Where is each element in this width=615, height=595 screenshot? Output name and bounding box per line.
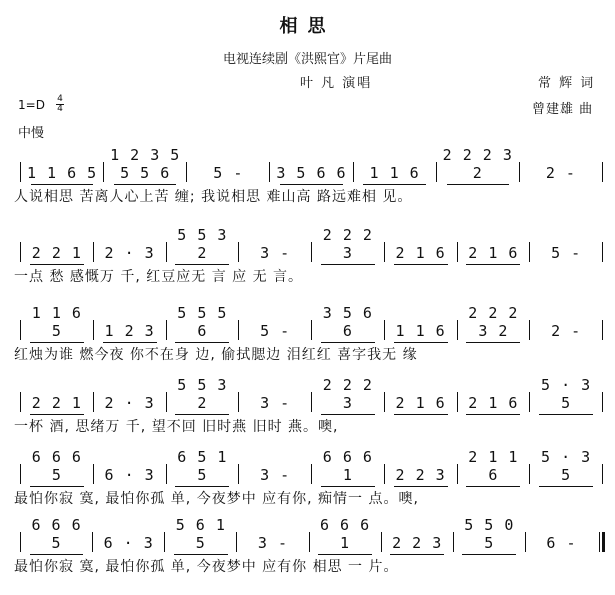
beam-underline: [394, 486, 448, 487]
barline: [164, 532, 165, 552]
measure: 6 6 6 1: [312, 516, 379, 552]
measure: 6 · 3: [103, 534, 154, 552]
beam-underline: [394, 342, 448, 343]
barline: [519, 162, 520, 182]
barline: [20, 242, 21, 262]
beam-underline: [318, 554, 372, 555]
barline: [529, 464, 530, 484]
lyricist-credit: 常 辉 词: [538, 76, 596, 91]
beam-underline: [466, 264, 520, 265]
beam-underline: [539, 486, 593, 487]
beam-underline: [394, 414, 448, 415]
beam-underline: [321, 414, 375, 415]
barline: [238, 392, 239, 412]
barline: [103, 162, 104, 182]
measure: 2 2 2 3 2: [439, 146, 517, 182]
beam-underline: [280, 184, 343, 185]
barline: [166, 242, 167, 262]
barline: [453, 532, 454, 552]
measure: 3 5 6 6: [314, 304, 382, 340]
notation-row: [18, 376, 605, 412]
beam-underline: [321, 264, 375, 265]
barline: [269, 162, 270, 182]
barline: [529, 242, 530, 262]
barline: [93, 392, 94, 412]
barline: [457, 464, 458, 484]
barline: [236, 532, 237, 552]
beam-underline: [30, 414, 84, 415]
barline: [20, 532, 21, 552]
barline: [93, 320, 94, 340]
measure: 1 1 6: [387, 322, 455, 340]
measure: 2 1 6: [387, 394, 455, 412]
barline: [20, 162, 21, 182]
measure: 2 1 6: [387, 244, 455, 262]
score-line: [0, 304, 615, 368]
time-signature-bottom: 4: [57, 104, 63, 114]
barline: [457, 392, 458, 412]
beam-underline: [462, 554, 516, 555]
measure: 3 -: [257, 534, 288, 552]
lyrics-line: 红烛为谁 燃今夜 你不在身 边, 偷拭腮边 泪红红 喜字我无 缘: [14, 347, 418, 363]
measure: 1 1 6: [356, 164, 434, 182]
measure: 5 · 3 5: [532, 448, 600, 484]
barline: [311, 242, 312, 262]
measure: 6 6 6 1: [314, 448, 382, 484]
measure: 2 2 2 3 2: [460, 304, 528, 340]
beam-underline: [394, 264, 448, 265]
beam-underline: [30, 554, 84, 555]
barline: [20, 464, 21, 484]
beam-underline: [321, 342, 375, 343]
barline: [529, 320, 530, 340]
time-signature-top: 4: [57, 94, 63, 104]
lyrics-line: 一杯 酒, 思绪万 千, 望不回 旧时燕 旧时 燕。噢,: [14, 419, 339, 435]
final-barline: [595, 532, 605, 552]
barline: [311, 392, 312, 412]
final-barline-thick: [602, 532, 605, 552]
measure: 6 · 3: [104, 466, 155, 484]
beam-underline: [466, 342, 520, 343]
barline: [529, 392, 530, 412]
beam-underline: [175, 342, 229, 343]
barline: [238, 320, 239, 340]
measure: 5 -: [260, 322, 291, 340]
lyrics-line: 最怕你寂 寞, 最怕你孤 单, 今夜梦中 应有你, 痴情一 点。噢,: [14, 491, 419, 507]
barline: [602, 320, 603, 340]
barline: [311, 320, 312, 340]
measure: 2 2 3: [387, 466, 455, 484]
beam-underline: [175, 264, 229, 265]
measure: 3 -: [260, 244, 291, 262]
score-line: [0, 226, 615, 290]
beam-underline: [174, 554, 228, 555]
measure: 1 1 6 5: [23, 304, 91, 340]
measure: 2 1 6: [460, 244, 528, 262]
beam-underline: [175, 414, 229, 415]
measure: 6 6 6 5: [23, 448, 91, 484]
barline: [309, 532, 310, 552]
beam-underline: [447, 184, 510, 185]
measure: 1 2 3: [96, 322, 164, 340]
measure: 5 6 1 5: [167, 516, 234, 552]
barline: [381, 532, 382, 552]
beam-underline: [30, 342, 84, 343]
barline: [238, 242, 239, 262]
barline: [384, 320, 385, 340]
beam-underline: [30, 264, 84, 265]
lyrics-line: 一点 愁 感慨万 千, 红豆应无 言 应 无 言。: [14, 269, 304, 285]
score-line: [0, 376, 615, 440]
measure: 2 · 3: [104, 394, 155, 412]
composer-credit: 曾建雄 曲: [532, 102, 594, 117]
measure: 6 -: [546, 534, 577, 552]
barline: [166, 464, 167, 484]
measure: 2 2 1: [23, 244, 91, 262]
song-title: 相思: [279, 16, 336, 37]
beam-underline: [30, 486, 84, 487]
beam-underline: [114, 184, 177, 185]
measure: 3 -: [260, 394, 291, 412]
barline: [166, 392, 167, 412]
barline: [238, 464, 239, 484]
barline: [602, 162, 603, 182]
barline: [20, 320, 21, 340]
barline: [186, 162, 187, 182]
measure: 2 2 2 3: [314, 226, 382, 262]
tempo-marking: 中慢: [18, 126, 45, 141]
barline: [353, 162, 354, 182]
barline: [457, 242, 458, 262]
final-barline-thin: [599, 532, 600, 552]
barline: [602, 464, 603, 484]
key-signature: 1=D: [18, 98, 45, 112]
beam-underline: [31, 184, 94, 185]
measure: 2 1 1 6: [460, 448, 528, 484]
beam-underline: [175, 486, 229, 487]
notation-row: [18, 226, 605, 262]
lyrics-line: 最怕你寂 寞, 最怕你孤 单, 今夜梦中 应有你 相思 一 片。: [14, 559, 399, 575]
barline: [525, 532, 526, 552]
time-signature: [56, 95, 64, 114]
measure: 5 5 3 2: [169, 376, 237, 412]
singer-credit: 叶 凡 演唱: [300, 76, 373, 91]
barline: [166, 320, 167, 340]
measure: 2 2 3: [384, 534, 451, 552]
measure: 5 -: [551, 244, 582, 262]
measure: 5 5 0 5: [456, 516, 523, 552]
measure: 5 5 5 6: [169, 304, 237, 340]
beam-underline: [390, 554, 444, 555]
measure: 2 -: [551, 322, 582, 340]
beam-underline: [466, 414, 520, 415]
measure: 2 2 1: [23, 394, 91, 412]
measure: 1 2 3 5 5 5 6: [106, 146, 184, 182]
beam-underline: [539, 414, 593, 415]
beam-underline: [103, 342, 157, 343]
beam-underline: [321, 486, 375, 487]
beam-underline: [466, 486, 520, 487]
notation-row: [18, 448, 605, 484]
measure: 5 · 3 5: [532, 376, 600, 412]
song-subtitle: 电视连续剧《洪熙官》片尾曲: [222, 52, 392, 67]
barline: [93, 464, 94, 484]
barline: [311, 464, 312, 484]
score-line: [0, 448, 615, 512]
measure: 5 -: [213, 164, 244, 182]
notation-row: [18, 516, 605, 552]
measure: 3 5 6 6: [272, 164, 350, 182]
measure: 2 2 2 3: [314, 376, 382, 412]
barline: [384, 392, 385, 412]
score-line: [0, 516, 615, 580]
measure: 6 6 6 5: [23, 516, 90, 552]
measure: 1 1 6 5: [23, 164, 101, 182]
beam-underline: [363, 184, 426, 185]
measure: 3 -: [260, 466, 291, 484]
lyrics-line: 人说相思 苦离人心上苦 缠; 我说相思 难山高 路远难相 见。: [14, 189, 413, 205]
measure: 2 · 3: [104, 244, 155, 262]
barline: [457, 320, 458, 340]
notation-row: [18, 146, 605, 182]
measure: 2 1 6: [460, 394, 528, 412]
barline: [384, 464, 385, 484]
measure: 6 5 1 5: [169, 448, 237, 484]
barline: [436, 162, 437, 182]
barline: [602, 392, 603, 412]
score-line: [0, 146, 615, 210]
barline: [92, 532, 93, 552]
measure: 5 5 3 2: [169, 226, 237, 262]
barline: [93, 242, 94, 262]
barline: [602, 242, 603, 262]
measure: 2 -: [545, 164, 576, 182]
barline: [20, 392, 21, 412]
barline: [384, 242, 385, 262]
notation-row: [18, 304, 605, 340]
